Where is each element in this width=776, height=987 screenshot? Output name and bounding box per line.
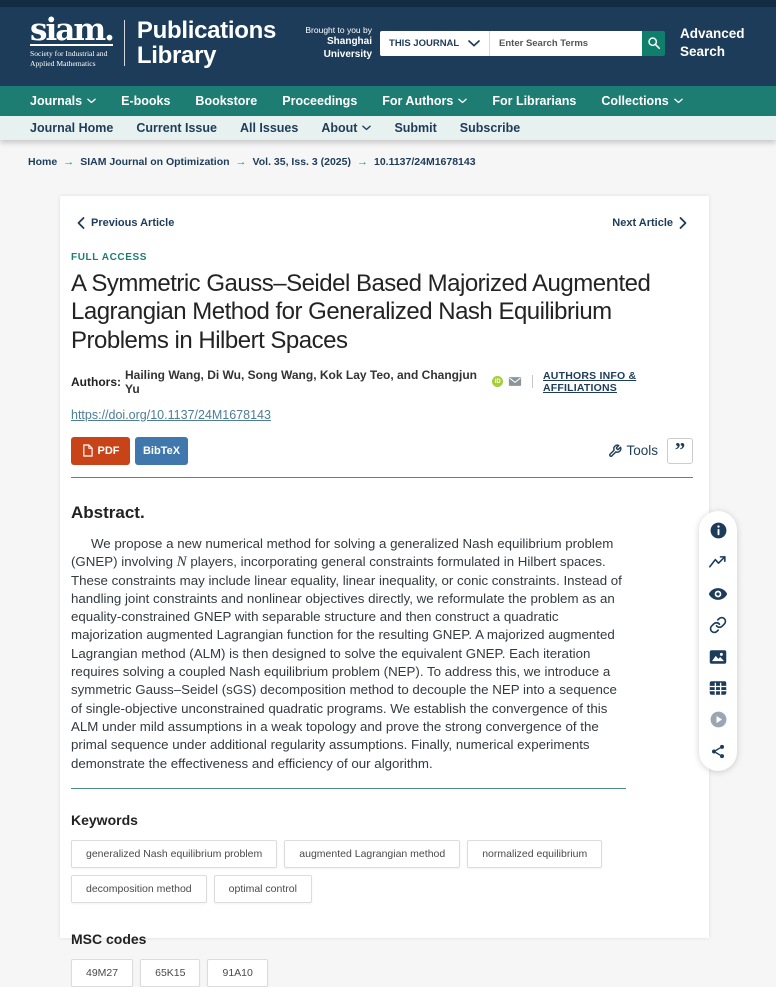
info-icon[interactable]: [709, 521, 728, 540]
orcid-icon[interactable]: iD: [492, 376, 503, 387]
breadcrumb-home[interactable]: Home: [28, 156, 58, 168]
nav-item-collections[interactable]: Collections: [601, 94, 682, 108]
keywords-list: [71, 840, 641, 903]
article-title: A Symmetric Gauss–Seidel Based Majorized Augmented Lagrangian Method for Generalized Nash Equilibrium Problems in Hilbert Spaces: [71, 270, 651, 354]
article-actions: [71, 437, 693, 465]
search-input[interactable]: [490, 31, 642, 56]
keyword-chip[interactable]: generalized Nash equilibrium problem: [71, 840, 277, 868]
chevron-down-icon: [468, 40, 480, 47]
chevron-down-icon: [674, 98, 683, 104]
eye-icon[interactable]: [709, 584, 728, 603]
chevron-down-icon: [362, 125, 371, 131]
nav-item-ebooks[interactable]: E-books: [121, 94, 171, 108]
chevron-left-icon: [77, 217, 85, 229]
nav-item-bookstore[interactable]: Bookstore: [195, 94, 258, 108]
subnav-all-issues[interactable]: All Issues: [239, 121, 299, 135]
access-badge: FULL ACCESS: [71, 252, 148, 263]
cite-button[interactable]: [667, 438, 693, 464]
figures-icon[interactable]: [709, 647, 728, 666]
tools-group: [608, 438, 693, 464]
msc-code-chip[interactable]: 91A10: [207, 959, 267, 987]
subnav-subscribe[interactable]: Subscribe: [459, 121, 521, 135]
msc-code-chip[interactable]: 49M27: [71, 959, 133, 987]
msc-codes-list: [71, 959, 641, 987]
breadcrumb-arrow-icon: →: [356, 156, 368, 168]
site-title[interactable]: Publications Library: [136, 16, 277, 69]
advanced-search-link[interactable]: Advanced Search: [680, 25, 745, 59]
authors-info-link[interactable]: AUTHORS INFO & AFFILIATIONS: [543, 369, 637, 394]
keywords-heading: Keywords: [71, 811, 138, 828]
search-bar: [380, 31, 665, 56]
site-header: [0, 0, 776, 86]
bibtex-button[interactable]: BibTeX: [135, 437, 188, 465]
siam-logo-word: siam.: [30, 11, 113, 48]
main-nav: [0, 86, 776, 116]
media-icon[interactable]: [709, 710, 728, 729]
email-icon[interactable]: [508, 376, 522, 387]
keyword-chip[interactable]: normalized equilibrium: [467, 840, 602, 868]
breadcrumb-arrow-icon: →: [63, 156, 75, 168]
nav-item-for-authors[interactable]: For Authors: [382, 94, 467, 108]
breadcrumb-arrow-icon: →: [235, 156, 247, 168]
search-button[interactable]: [642, 31, 665, 56]
chevron-down-icon: [458, 98, 467, 104]
math-variable-n: N: [176, 554, 187, 571]
tools-button[interactable]: Tools: [608, 443, 658, 458]
msc-codes-heading: MSC codes: [71, 930, 147, 947]
abstract-heading: Abstract.: [71, 502, 145, 522]
pdf-document-icon: [82, 444, 93, 457]
previous-article-link[interactable]: Previous Article: [77, 217, 174, 229]
subnav-about[interactable]: About: [321, 121, 371, 135]
breadcrumb-journal[interactable]: SIAM Journal on Optimization: [80, 156, 230, 168]
authors-divider: [532, 375, 533, 388]
section-divider: [71, 477, 693, 478]
subnav-journal-home[interactable]: Journal Home: [30, 121, 114, 135]
doi-link[interactable]: https://doi.org/10.1137/24M1678143: [71, 407, 271, 422]
journal-nav: [0, 116, 776, 140]
share-icon[interactable]: [709, 742, 728, 761]
next-article-link[interactable]: Next Article: [612, 217, 687, 229]
subnav-submit[interactable]: Submit: [394, 121, 437, 135]
subnav-current-issue[interactable]: Current Issue: [136, 121, 217, 135]
authors-line: [71, 368, 709, 396]
keyword-chip[interactable]: augmented Lagrangian method: [284, 840, 460, 868]
keyword-chip[interactable]: decomposition method: [71, 875, 207, 903]
link-icon[interactable]: [709, 616, 728, 635]
nav-item-for-librarians[interactable]: For Librarians: [492, 94, 577, 108]
breadcrumb-issue[interactable]: Vol. 35, Iss. 3 (2025): [252, 156, 351, 168]
abstract-divider: [71, 788, 626, 789]
header-divider: [124, 20, 125, 66]
siam-logo[interactable]: [30, 11, 113, 69]
page-content: [0, 140, 776, 979]
nav-item-proceedings[interactable]: Proceedings: [282, 94, 358, 108]
chevron-right-icon: [679, 217, 687, 229]
msc-code-chip[interactable]: 65K15: [140, 959, 200, 987]
article-side-toolbar: [699, 511, 737, 771]
nav-item-journals[interactable]: Journals: [30, 94, 96, 108]
breadcrumb: [28, 156, 476, 168]
authors-names: Hailing Wang, Di Wu, Song Wang, Kok Lay Teo, and Changjun Yu: [125, 367, 477, 396]
abstract-text: We propose a new numerical method for solving a generalized Nash equilibrium problem (GNEP) involving N players, incorporating general constraints formulated in Hilbert spaces. These constraints may include linear equality, linear inequality, or conic constraints. Instead of handling joint constraints and nonlinear objectives directly, we reformulate the problem as an equality-constrained GNEP with separable structure and then construct a quadratic majorization augmented Lagrangian function for the resulting GNEP. A majorized augmented Lagrangian method (ALM) is then designed to solve the equivalent GNEP. Each iteration requires solving a coupled Nash equilibrium problem (NEP). To address this, we introduce a symmetric Gauss–Seidel (sGS) decomposition method to decouple the NEP into a sequence of single-objective unconstrained quadratic programs. We establish the convergence of this ALM under mild assumptions in a weak topology and prove the strong convergence of the primal sequence under additional regularity assumptions. Finally, numerical experiments demonstrate the effectiveness and efficiency of our algorithm.: [71, 535, 622, 771]
article-card: [60, 196, 709, 979]
wrench-icon: [608, 444, 622, 458]
search-icon: [647, 36, 661, 50]
chevron-down-icon: [87, 98, 96, 104]
authors-label: Authors:: [71, 374, 121, 389]
keyword-chip[interactable]: optimal control: [214, 875, 312, 903]
brought-to-you-by: Brought to you by Shanghai University: [305, 25, 373, 60]
breadcrumb-doi[interactable]: 10.1137/24M1678143: [373, 156, 476, 168]
quote-icon: ”: [674, 437, 686, 462]
article-pager: [71, 196, 709, 229]
siam-tagline: Society for Industrial and Applied Mathematics: [30, 49, 108, 69]
pdf-button[interactable]: PDF: [71, 437, 130, 465]
tables-icon[interactable]: [709, 679, 728, 698]
metrics-icon[interactable]: [709, 553, 728, 572]
search-scope-dropdown[interactable]: THIS JOURNAL: [380, 31, 490, 56]
